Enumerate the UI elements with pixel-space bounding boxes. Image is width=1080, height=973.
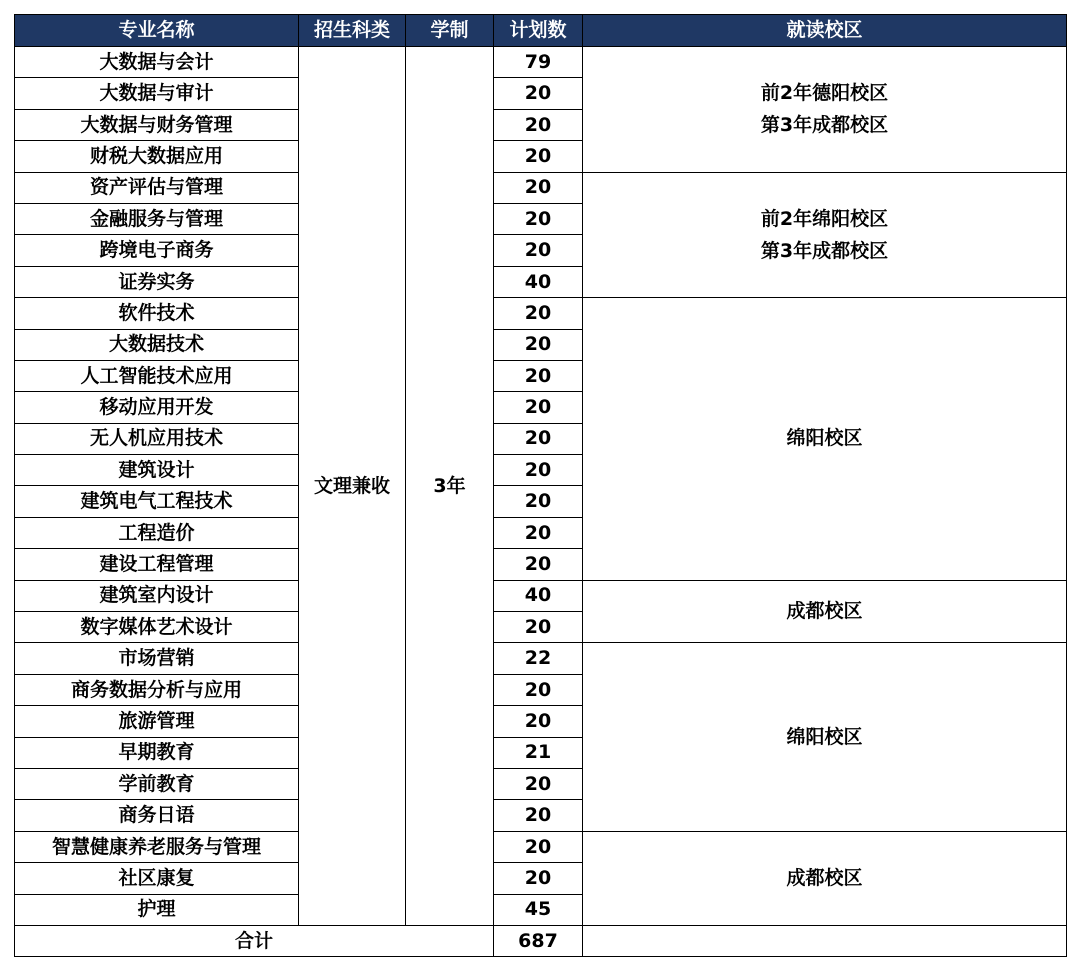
- table-header-row: [15, 15, 1067, 47]
- header-plan: 计划数: [494, 15, 583, 47]
- major-cell: 移动应用开发: [15, 392, 299, 423]
- major-cell: 学前教育: [15, 768, 299, 799]
- enrollment-plan-table: [14, 14, 1067, 957]
- major-cell: 旅游管理: [15, 706, 299, 737]
- plan-cell: 20: [494, 486, 583, 517]
- major-cell: 商务日语: [15, 800, 299, 831]
- plan-cell: 20: [494, 203, 583, 234]
- header-category: 招生科类: [299, 15, 406, 47]
- major-cell: 大数据与会计: [15, 47, 299, 78]
- major-cell: 智慧健康养老服务与管理: [15, 831, 299, 862]
- campus-line: 前2年德阳校区: [760, 82, 889, 105]
- total-campus-empty: [583, 925, 1067, 956]
- plan-cell: 45: [494, 894, 583, 925]
- plan-cell: 20: [494, 360, 583, 391]
- campus-cell: 绵阳校区: [583, 643, 1067, 831]
- campus-cell: 绵阳校区: [583, 298, 1067, 581]
- campus-cell: 成都校区: [583, 831, 1067, 925]
- major-cell: 人工智能技术应用: [15, 360, 299, 391]
- plan-cell: 20: [494, 674, 583, 705]
- table-row: [15, 831, 1067, 862]
- plan-cell: 20: [494, 517, 583, 548]
- plan-cell: 22: [494, 643, 583, 674]
- total-label: 合计: [15, 925, 494, 956]
- campus-line: 前2年绵阳校区: [760, 207, 889, 230]
- major-cell: 数字媒体艺术设计: [15, 612, 299, 643]
- major-cell: 建设工程管理: [15, 549, 299, 580]
- header-major: 专业名称: [15, 15, 299, 47]
- major-cell: 大数据技术: [15, 329, 299, 360]
- plan-cell: 20: [494, 706, 583, 737]
- major-cell: 软件技术: [15, 298, 299, 329]
- plan-cell: 20: [494, 298, 583, 329]
- plan-cell: 20: [494, 455, 583, 486]
- major-cell: 大数据与财务管理: [15, 109, 299, 140]
- total-row: [15, 925, 1067, 956]
- plan-cell: 79: [494, 47, 583, 78]
- plan-cell: 40: [494, 266, 583, 297]
- major-cell: 工程造价: [15, 517, 299, 548]
- plan-cell: 20: [494, 549, 583, 580]
- plan-cell: 20: [494, 768, 583, 799]
- major-cell: 财税大数据应用: [15, 141, 299, 172]
- table-row: [15, 47, 1067, 78]
- duration-cell: 3年: [406, 47, 494, 926]
- major-cell: 建筑电气工程技术: [15, 486, 299, 517]
- plan-cell: 20: [494, 78, 583, 109]
- major-cell: 跨境电子商务: [15, 235, 299, 266]
- campus-cell: [583, 172, 1067, 298]
- plan-cell: 20: [494, 800, 583, 831]
- major-cell: 无人机应用技术: [15, 423, 299, 454]
- table-row: [15, 172, 1067, 203]
- plan-cell: 20: [494, 831, 583, 862]
- major-cell: 商务数据分析与应用: [15, 674, 299, 705]
- total-plan: 687: [494, 925, 583, 956]
- category-cell: 文理兼收: [299, 47, 406, 926]
- plan-cell: 20: [494, 235, 583, 266]
- major-cell: 建筑室内设计: [15, 580, 299, 611]
- major-cell: 证券实务: [15, 266, 299, 297]
- major-cell: 市场营销: [15, 643, 299, 674]
- plan-cell: 40: [494, 580, 583, 611]
- plan-cell: 20: [494, 172, 583, 203]
- plan-cell: 20: [494, 392, 583, 423]
- campus-line: 第3年成都校区: [760, 114, 889, 137]
- plan-cell: 20: [494, 329, 583, 360]
- plan-cell: 20: [494, 141, 583, 172]
- plan-cell: 20: [494, 863, 583, 894]
- major-cell: 建筑设计: [15, 455, 299, 486]
- campus-line: 第3年成都校区: [760, 239, 889, 262]
- plan-cell: 20: [494, 423, 583, 454]
- major-cell: 资产评估与管理: [15, 172, 299, 203]
- major-cell: 护理: [15, 894, 299, 925]
- major-cell: 金融服务与管理: [15, 203, 299, 234]
- campus-cell: 成都校区: [583, 580, 1067, 643]
- plan-cell: 21: [494, 737, 583, 768]
- header-campus: 就读校区: [583, 15, 1067, 47]
- major-cell: 早期教育: [15, 737, 299, 768]
- major-cell: 社区康复: [15, 863, 299, 894]
- major-cell: 大数据与审计: [15, 78, 299, 109]
- table-row: [15, 298, 1067, 329]
- table-row: [15, 643, 1067, 674]
- plan-cell: 20: [494, 109, 583, 140]
- header-duration: 学制: [406, 15, 494, 47]
- plan-cell: 20: [494, 612, 583, 643]
- table-row: [15, 580, 1067, 611]
- campus-cell: [583, 47, 1067, 173]
